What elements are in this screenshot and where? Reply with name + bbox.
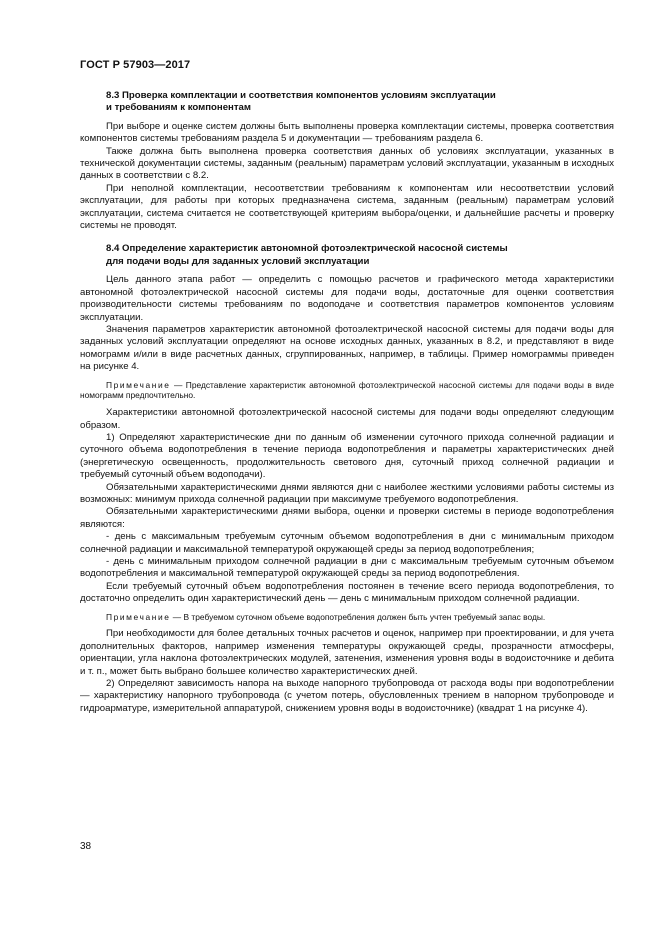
section-8-4-heading bbox=[80, 243, 614, 268]
page-content bbox=[80, 90, 614, 715]
section-8-4-title-line1: 8.4 Определение характеристик автономной фотоэлектрической насосной системы bbox=[106, 243, 508, 255]
section-8-3-heading bbox=[80, 90, 614, 115]
paragraph: Также должна быть выполнена проверка соответствия данных об условиях эксплуатации, указанных в технической документации системы, заданным (реальным) параметрам условий эксплуатации, указанным в исходных данных в соответствии с 8.2. bbox=[80, 145, 614, 182]
paragraph: Если требуемый суточный объем водопотребления постоянен в течение всего периода водопотребления, то достаточно определить один характеристический день — день с минимальным приходом солнечной радиации. bbox=[80, 580, 614, 605]
paragraph: 2) Определяют зависимость напора на выходе напорного трубопровода от расхода воды при водопотреблении — характеристику напорного трубопровода (с учетом потерь, обусловленных трением в напорном трубопроводе и гидроарматуре, измерительной аппаратурой, снижением уровня воды в водоисточнике) (квадрат 1 на рисунке 4). bbox=[80, 678, 614, 714]
note-text: — В требуемом суточном объеме водопотребления должен быть учтен требуемый запас воды. bbox=[170, 611, 546, 622]
list-item: - день с минимальным приходом солнечной радиации в дни с максимальным требуемым суточным объемом водопотребления и максимальной температурой окружающей среды за период водопотребления. bbox=[80, 556, 614, 580]
paragraph: Цель данного этапа работ — определить с помощью расчетов и графического метода характеристики автономной фотоэлектрической насосной системы для подачи воды, достаточные для оценки соответствия производительности системы требованиям по водоподаче и соответствия параметров компонентов условиям эксплуатации. bbox=[80, 274, 614, 323]
note-1 bbox=[80, 380, 614, 402]
section-8-3-title-line1: 8.3 Проверка комплектации и соответствия компонентов условиям эксплуатации bbox=[106, 90, 496, 101]
note-text: — Представление характеристик автономной фотоэлектрической насосной системы для подачи воды в виде номограмм предпочтительно. bbox=[80, 379, 614, 401]
note-label: Примечание bbox=[106, 611, 171, 622]
note-2 bbox=[80, 612, 614, 623]
paragraph: Обязательными характеристическими днями выбора, оценки и проверки системы в периоде водопотребления являются: bbox=[80, 506, 614, 530]
paragraph: При необходимости для более детальных точных расчетов и оценок, например при проектировании, и для учета дополнительных факторов, например изменения температуры окружающей среды, прозрачности атмосферы, ориентации, угла наклона фотоэлектрических модулей, затенения, изменения уровня воды в водоисточнике и дебита и т. п., может быть выбрано большее количество характеристических дней. bbox=[80, 628, 614, 677]
paragraph: Характеристики автономной фотоэлектрической насосной системы для подачи воды определяют следующим образом. bbox=[80, 407, 614, 431]
list-item: - день с максимальным требуемым суточным объемом водопотребления в дни с минимальным приходом солнечной радиации и максимальной температурой окружающей среды за период водопотребления; bbox=[80, 531, 614, 555]
paragraph: 1) Определяют характеристические дни по данным об изменении суточного прихода солнечной радиации и суточного объема водопотребления в течение периода водопотребления и параметры характеристических дней (энергетическую освещенность, продолжительность светового дня, суточный приход солнечной радиации и требуемый суточный объем водоподачи). bbox=[80, 431, 614, 481]
paragraph: При неполной комплектации, несоответствии требованиям к компонентам или несоответствии условий эксплуатации, для работы при которых предназначена система, заданным (реальным) параметрам условий эксплуатации, система считается не соответствующей критериям выбора/оценки, и дальнейшие расчеты и проверку системы не проводят. bbox=[80, 182, 614, 232]
section-8-3-title-line2: и требованиям к компонентам bbox=[106, 102, 251, 114]
paragraph: При выборе и оценке систем должны быть выполнены проверка комплектации системы, проверка соответствия компонентов системы требованиям раздела 5 и документации — требованиям раздела 6. bbox=[80, 120, 614, 145]
note-label: Примечание bbox=[106, 379, 171, 390]
paragraph: Обязательными характеристическими днями являются дни с наиболее жесткими условиями работы системы из возможных: минимум прихода солнечной радиации при максимуме требуемого водопотребления. bbox=[80, 481, 614, 505]
paragraph: Значения параметров характеристик автономной фотоэлектрической насосной системы для подачи воды для заданных условий эксплуатации определяют на основе исходных данных, указанных в 8.2, и представляют в виде номограмм и/или в виде расчетных данных, сгруппированных, например, в таблицы. Пример номограммы приведен на рисунке 4. bbox=[80, 323, 614, 373]
section-8-4-title-line2: для подачи воды для заданных условий эксплуатации bbox=[106, 255, 370, 267]
standard-header: ГОСТ Р 57903—2017 bbox=[80, 59, 191, 71]
page-number: 38 bbox=[80, 841, 92, 852]
